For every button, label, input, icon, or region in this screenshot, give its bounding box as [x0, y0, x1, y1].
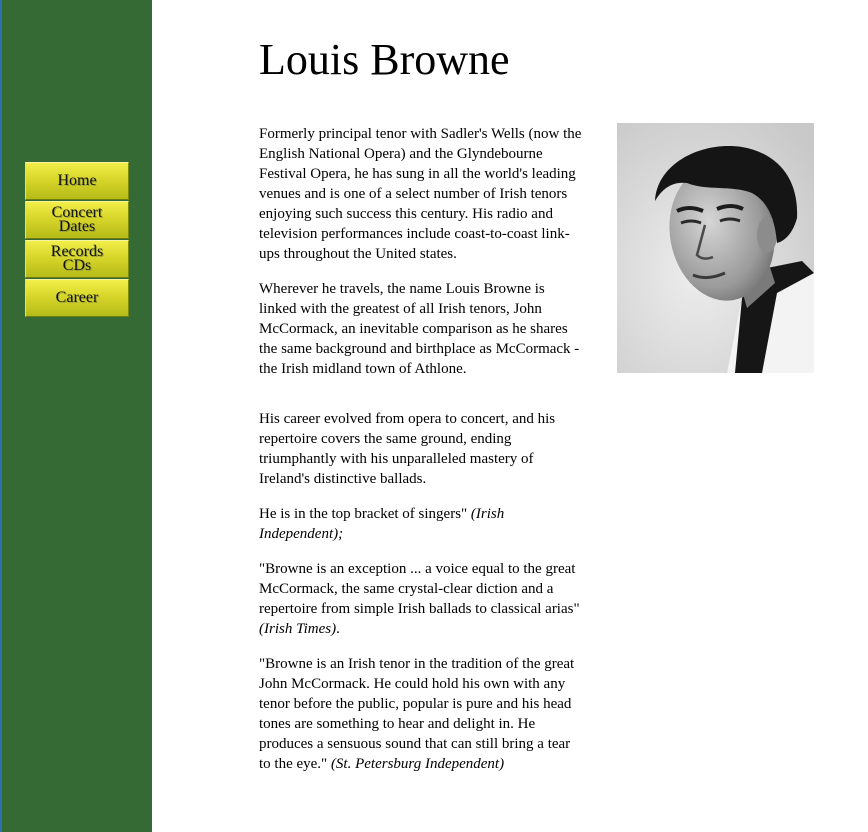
- nav-concert-dates-button[interactable]: [25, 201, 129, 239]
- nav-home-button[interactable]: [25, 162, 129, 200]
- nav-career-label: Career: [55, 289, 99, 306]
- quote-2: [259, 559, 584, 639]
- quote-2-source: (Irish Times): [259, 621, 337, 637]
- bio-paragraph-3: His career evolved from opera to concert, and his repertoire covers the same ground, ending triumphantly with his unparalleled mastery of Ireland's distinctive ballads.: [259, 411, 556, 487]
- nav-menu: [25, 162, 129, 318]
- quote-3: [259, 654, 584, 774]
- bio-content: [259, 124, 584, 789]
- quote-1-text: He is in the top bracket of singers": [259, 506, 471, 522]
- nav-records-cds-label: Records CDs: [50, 243, 104, 274]
- nav-records-cds-button[interactable]: [25, 240, 129, 278]
- quote-2-text: "Browne is an exception ... a voice equal to the great McCormack, the same crystal-clear diction and a repertoire from simple Irish ballads to classical arias": [259, 561, 580, 617]
- quote-3-text: "Browne is an Irish tenor in the tradition of the great John McCormack. He could hold his own with any tenor before the public, popular is pure and his head tones are something to hear and delight in. He produces a sensuous sound that can still bring a tear to the eye.": [259, 656, 575, 772]
- nav-career-button[interactable]: [25, 279, 129, 317]
- bio-paragraph-2: Wherever he travels, the name Louis Browne is linked with the greatest of all Irish tenors, John McCormack, an inevitable comparison as he shares the same background and birthplace as McCormack - the Irish midland town of Athlone.: [259, 281, 580, 377]
- nav-home-label: Home: [57, 172, 97, 189]
- page-title: Louis Browne: [259, 35, 510, 84]
- quote-1: [259, 504, 584, 544]
- sidebar: [2, 0, 152, 832]
- quote-3-source: (St. Petersburg Independent): [330, 756, 505, 772]
- quote-2-end: .: [336, 621, 340, 637]
- nav-concert-dates-label: Concert Dates: [51, 204, 103, 235]
- portrait-photo: [617, 123, 814, 373]
- quote-1-source: (Irish Independent);: [259, 506, 505, 542]
- bio-paragraph-1: Formerly principal tenor with Sadler's Wells (now the English National Opera) and the Glyndebourne Festival Opera, he has sung in all the world's leading venues and is one of a select number of Irish tenors enjoying such success this century. His radio and television performances include coast-to-coast link-ups throughout the United states.: [259, 126, 582, 262]
